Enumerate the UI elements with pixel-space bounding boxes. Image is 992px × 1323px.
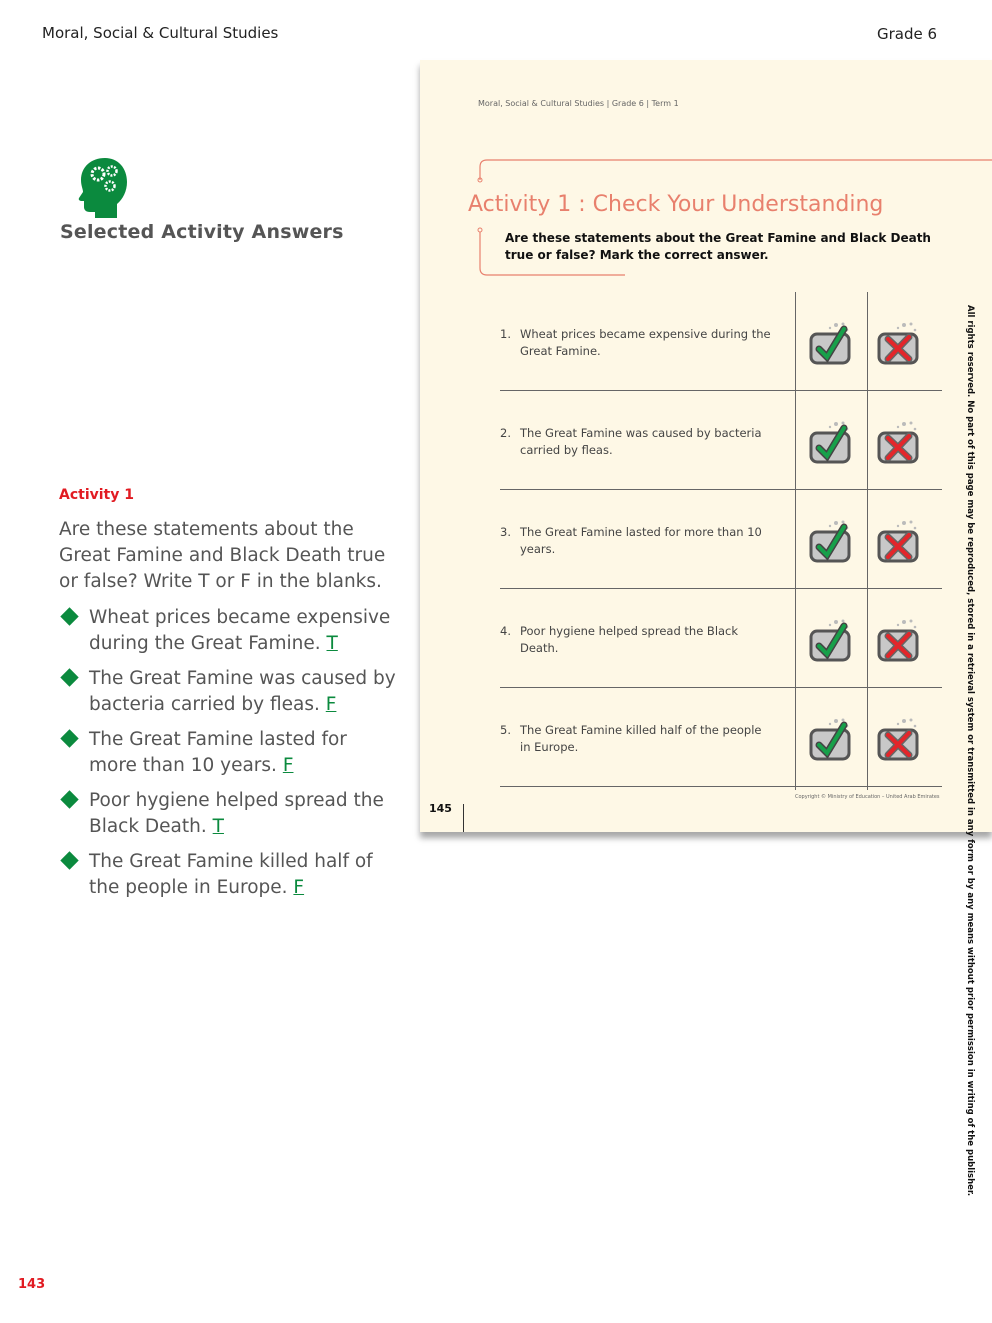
row-statement: The Great Famine lasted for more than 10 years. [520, 525, 762, 556]
answer-value: T [212, 816, 224, 837]
true-checkbox-icon[interactable] [808, 420, 852, 464]
answer-item [60, 849, 400, 901]
answer-item [60, 727, 400, 779]
head-gears-icon [78, 156, 132, 218]
answer-statement: The Great Famine lasted for more than 10 years. [89, 729, 347, 776]
activity-instructions: Are these statements about the Great Famine and Black Death true or false? Write T or F in the blanks. [59, 519, 386, 592]
diamond-bullet-icon [60, 851, 78, 869]
true-checkbox-icon[interactable] [808, 717, 852, 761]
section-title: Selected Activity Answers [60, 221, 344, 243]
answer-statement: Wheat prices became expensive during the Great Famine. [89, 607, 391, 654]
page-number: 143 [18, 1277, 46, 1292]
true-checkbox-icon[interactable] [808, 519, 852, 563]
row-statement: Wheat prices became expensive during the Great Famine. [520, 327, 771, 358]
row-number: 1. [500, 327, 511, 341]
statement-row [500, 391, 942, 490]
diamond-bullet-icon [60, 790, 78, 808]
answer-item [60, 666, 400, 718]
false-checkbox-icon[interactable] [876, 717, 920, 761]
false-checkbox-icon[interactable] [876, 519, 920, 563]
activity-label: Activity 1 [59, 487, 134, 503]
thumb-breadcrumb: Moral, Social & Cultural Studies | Grade 6 | Term 1 [478, 99, 679, 108]
page-number-divider [463, 804, 464, 832]
thumb-page-number: 145 [429, 802, 452, 815]
thumb-title: Activity 1 : Check Your Understanding [468, 192, 884, 217]
answer-list [60, 605, 400, 910]
statement-row [500, 490, 942, 589]
row-number: 3. [500, 525, 511, 539]
true-checkbox-icon[interactable] [808, 618, 852, 662]
diamond-bullet-icon [60, 729, 78, 747]
row-statement: The Great Famine killed half of the people in Europe. [520, 723, 762, 754]
statement-row [500, 589, 942, 688]
rights-notice: All rights reserved. No part of this page may be reproduced, stored in a retrieval system or transmitted in any form or by any means without prior permission in writing of the publisher. [965, 305, 975, 1197]
statement-row [500, 688, 942, 787]
header-subject: Moral, Social & Cultural Studies [42, 24, 279, 42]
row-statement: The Great Famine was caused by bacteria carried by fleas. [520, 426, 762, 457]
answer-item [60, 605, 400, 657]
answer-value: F [293, 877, 305, 898]
column-divider [795, 292, 796, 790]
diamond-bullet-icon [60, 607, 78, 625]
false-checkbox-icon[interactable] [876, 420, 920, 464]
workbook-page-image [420, 60, 992, 832]
row-number: 4. [500, 624, 511, 638]
diamond-bullet-icon [60, 668, 78, 686]
true-checkbox-icon[interactable] [808, 321, 852, 365]
header-grade: Grade 6 [877, 25, 938, 43]
thumb-instructions: Are these statements about the Great Famine and Black Death true or false? Mark the correct answer. [505, 231, 931, 262]
thumb-copyright: Copyright © Ministry of Education – United Arab Emirates [795, 794, 940, 800]
answer-value: F [282, 755, 294, 776]
answer-item [60, 788, 400, 840]
row-number: 5. [500, 723, 511, 737]
answer-statement: Poor hygiene helped spread the Black Death. [89, 790, 384, 837]
answer-statement: The Great Famine was caused by bacteria carried by fleas. [89, 668, 396, 715]
statement-row [500, 292, 942, 391]
row-statement: Poor hygiene helped spread the Black Death. [520, 624, 739, 655]
answer-value: F [325, 694, 337, 715]
false-checkbox-icon[interactable] [876, 618, 920, 662]
answer-value: T [326, 633, 338, 654]
answer-statement: The Great Famine killed half of the people in Europe. [89, 851, 373, 898]
row-number: 2. [500, 426, 511, 440]
column-divider [867, 292, 868, 790]
false-checkbox-icon[interactable] [876, 321, 920, 365]
